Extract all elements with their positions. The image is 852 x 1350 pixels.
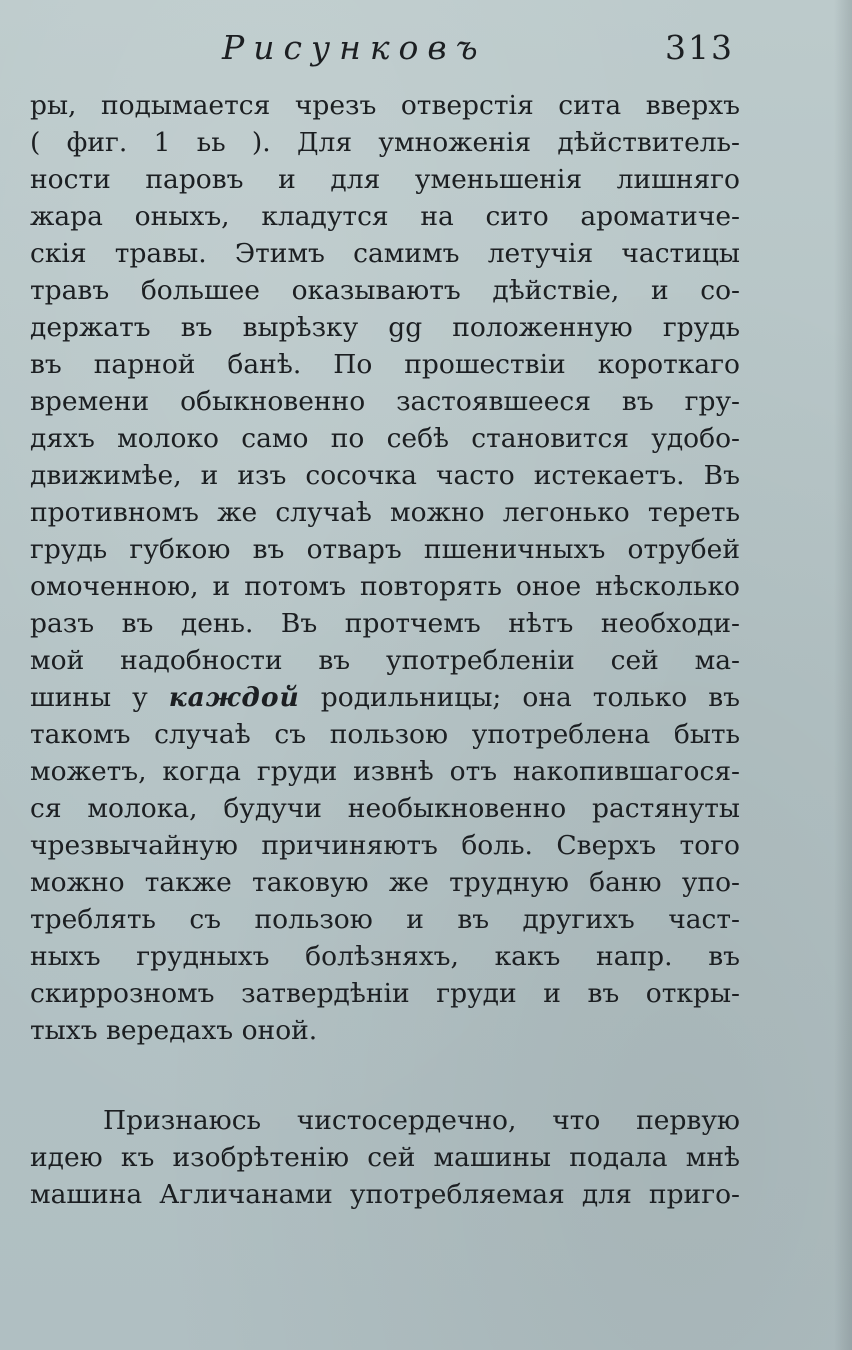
emphasized-word: каждой — [168, 682, 300, 713]
page-number: 313 — [665, 28, 734, 67]
text-line: чрезвычайную причиняютъ боль. Сверхъ того — [30, 830, 740, 861]
text-line-with-emphasis — [30, 680, 740, 716]
text-line: ся молока, будучи необыкновенно растянуты — [30, 793, 740, 824]
text-line: такомъ случаѣ съ пользою употреблена быть — [30, 719, 740, 750]
text-line: мой надобности въ употребленіи сей ма- — [30, 645, 740, 676]
text-line: Признаюсь чистосердечно, что первую — [103, 1105, 740, 1136]
text-line: ныхъ грудныхъ болѣзняхъ, какъ напр. въ — [30, 941, 740, 972]
text-line: скиррозномъ затвердѣніи груди и въ откры- — [30, 978, 740, 1009]
text-line: противномъ же случаѣ можно легонько тереть — [30, 497, 740, 528]
text-line: можно также таковую же трудную баню упо- — [30, 867, 740, 898]
text-line: разъ въ день. Въ протчемъ нѣтъ необходи- — [30, 608, 740, 639]
text-line: въ парной банѣ. По прошествіи короткаго — [30, 349, 740, 380]
text-line: можетъ, когда груди извнѣ отъ накопившагося- — [30, 756, 740, 787]
text-line: держатъ въ вырѣзку gg положенную грудь — [30, 312, 740, 343]
text-line: ности паровъ и для уменьшенія лишняго — [30, 164, 740, 195]
text-fragment: шины у — [30, 682, 169, 713]
text-line: дяхъ молоко само по себѣ становится удобо- — [30, 423, 740, 454]
text-line: омоченною, и потомъ повторять оное нѣсколько — [30, 571, 740, 602]
text-line: машина Агличанами употребляемая для приго- — [30, 1179, 740, 1210]
text-line: идею къ изобрѣтенію сей машины подала мнѣ — [30, 1142, 740, 1173]
text-line: треблять съ пользою и въ другихъ част- — [30, 904, 740, 935]
text-line: грудь губкою въ отваръ пшеничныхъ отрубей — [30, 534, 740, 565]
running-head: Рисунковъ — [222, 28, 487, 67]
text-line: движимѣе, и изъ сосочка часто истекаетъ. Въ — [30, 460, 740, 491]
text-line: тыхъ вередахъ оной. — [30, 1015, 318, 1046]
text-line: времени обыкновенно застоявшееся въ гру- — [30, 386, 740, 417]
text-line: ры, подымается чрезъ отверстія сита вверхъ — [30, 90, 740, 121]
text-line: скія травы. Этимъ самимъ летучія частицы — [30, 238, 740, 269]
text-fragment: родильницы; она только въ — [299, 682, 741, 713]
text-line: жара оныхъ, кладутся на сито ароматиче- — [30, 201, 740, 232]
text-line: ( фиг. 1 ьь ). Для умноженія дѣйствитель- — [30, 127, 740, 158]
text-line: травъ большее оказываютъ дѣйствіе, и со- — [30, 275, 740, 306]
